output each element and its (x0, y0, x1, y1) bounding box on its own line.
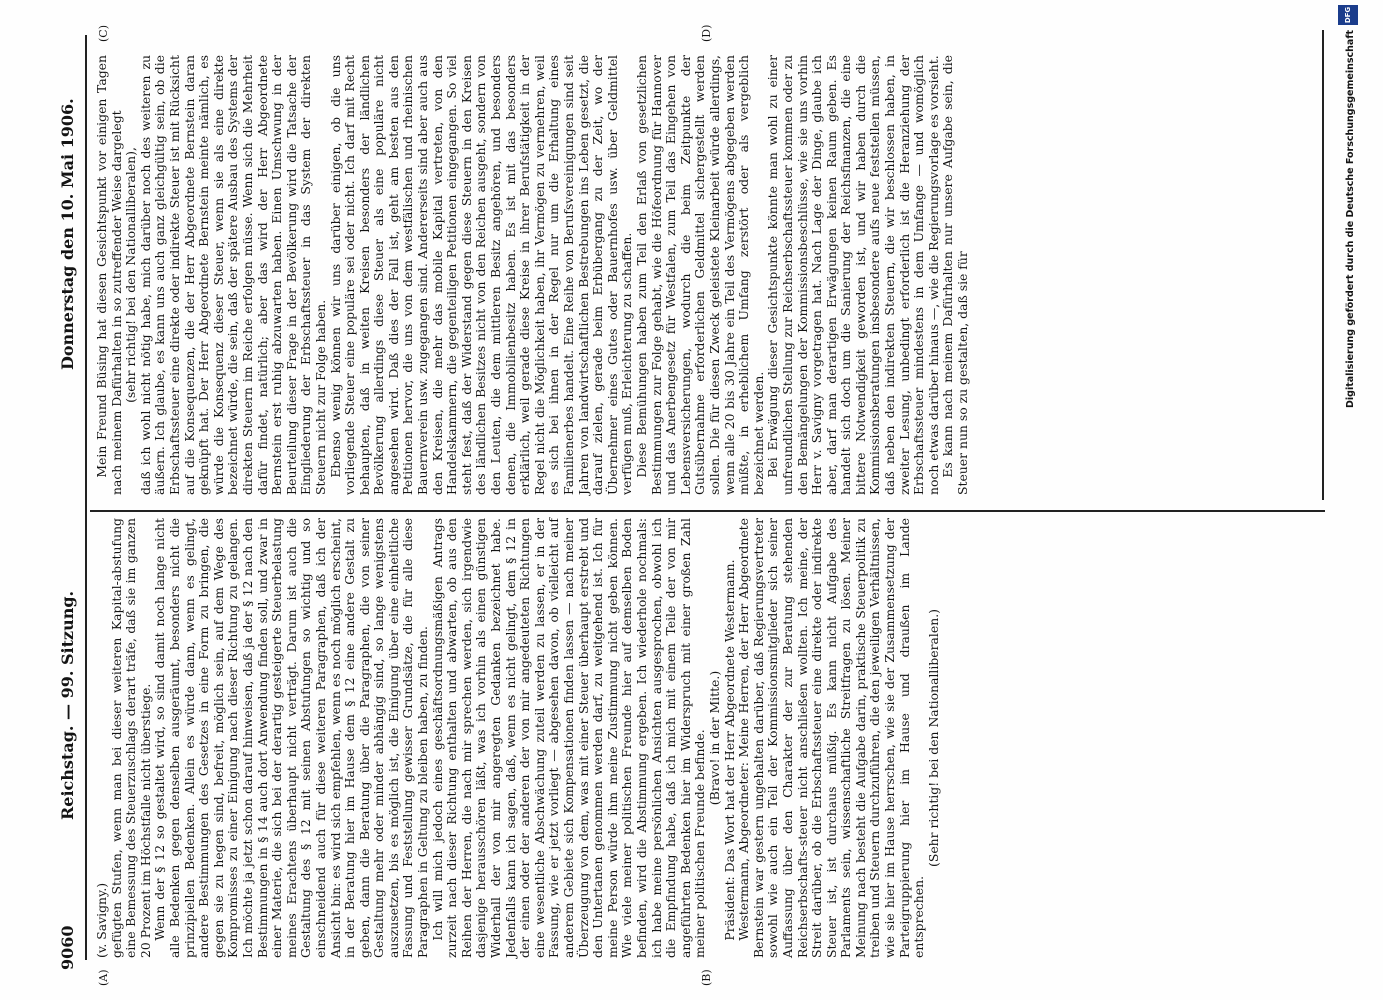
paragraph: daß ich wohl nicht nötig habe, mich darüber noch des weiteren zu äußern. Ich glaube, es kann uns auch ganz gleichgültig sein, ob die Erbschaftssteuer eine direkte oder indirekte Steuer ist mit Rücksicht auf die Konsequenzen, die der Herr Abgeordnete Bernstein daran geknüpft hat. Der Herr Abgeordnete Bernstein meinte nämlich, es würde die Konsequenz dieser Steuer, wenn sie als eine direkte bezeichnet würde, die sein, daß der spätere Ausbau des Systems der direkten Steuern im Reiche erfolgen müsse. Wenn sich die Mehrheit dafür findet, natürlich; aber das wird der Herr Abgeordnete Bernstein erst ruhig abzuwarten haben. Einen Umschwung in der Beurteilung dieser Frage in der Bevölkerung wird die Tatsache der Eingliederung der Erbschaftssteuer in das System der direkten Steuern nicht zur Folge haben. (137, 55, 328, 495)
dfg-logo: DFG (1338, 5, 1358, 25)
interjection: (Bravo! in der Mitte.) (706, 670, 722, 806)
paragraph: Bei Erwägung dieser Gesichtspunkte könnte man wohl zu einer unfreundlichen Stellung zur Reichserbschaftssteuer kommen oder zu den Bemängelungen der Kommissionsbeschlüsse, wie sie uns vorhin Herr v. Savigny vorgetragen hat. Nach Lage der Dinge, glaube ich aber, darf man derartigen Erwägungen keinen Raum geben. Es handelt sich doch um die Sanierung der Reichsfinanzen, die eine bittere Notwendigkeit geworden ist, und wir haben durch die Kommissionsberatungen insbesondere aufs neue feststellen müssen, daß neben den indirekten Steuern, die wir beschlossen haben, in zweiter Lesung, unbedingt erforderlich ist die Heranziehung der Erbschaftssteuer mindestens in dem Umfange — und womöglich noch etwas darüber hinaus —, wie die Regierungsvorlage es vorsieht. (765, 55, 941, 495)
speaker-tag: (v. Savigny.) (94, 882, 109, 958)
page-number: 9060 (58, 925, 77, 970)
president-statement: Präsident: Das Wort hat der Herr Abgeordnete Westermann. (721, 559, 737, 941)
margin-marker-a: (A) (97, 969, 110, 986)
digitization-credit: Digitalisierung gefördert durch die Deutsche Forschungsgemeinschaft (1345, 30, 1356, 408)
left-column (95, 518, 941, 958)
margin-marker-d: (D) (700, 24, 713, 42)
paragraph: Mein Freund Büsing hat diesen Gesichtspunkt vor einigen Tagen nach meinem Dafürhalten in so zutreffender Weise dargelegt (94, 55, 124, 495)
paragraph: Diese Bemühungen haben zum Teil den Erlaß von gesetzlichen Bestimmungen zur Folge gehabt, wie die Höfeordnung für Hannover und das Anerbengesetz für Westfalen, zum Teil das Eingehen von Lebensversicherungen, wodurch die beim Zeitpunkte der Gutsübernahme erforderlichen Geldmittel sichergestellt werden sollen. Die für diesen Zweck geleistete Kleinarbeit würde allerdings, wenn alle 20 bis 30 Jahre ein Teil des Vermögens abgegeben werden müßte, in erheblichem Umfang zerstört oder als vergeblich bezeichnet werden. (633, 55, 766, 495)
interjection: (Sehr richtig! bei den Nationalliberalen.) (925, 609, 941, 867)
interjection: (sehr richtig! bei den Nationalliberalen), (123, 147, 139, 403)
session-date: Donnerstag den 10. Mai 1906. (58, 98, 77, 370)
speech-westermann: Westermann, Abgeordneter: Meine Herren, der Herr Abgeordnete Bernstein war gestern ungehalten darüber, daß Regierungsvertreter sowohl wie auch ein Teil der Kommissionsmitglieder sich seiner Auffassung über den Charakter der zur Beratung stehenden Reichserbschafts-steuer nicht anschließen wollten. Ich meine, der Streit darüber, ob die Erbschaftssteuer eine direkte oder indirekte Steuer ist, ist durchaus müßig. Es kann nicht Aufgabe des Parlaments sein, wissenschaftliche Streitfragen zu lösen. Meiner Meinung nach besteht die Aufgabe darin, praktische Steuerpolitik zu treiben und Steuern durchzuführen, die den jeweiligen Verhältnissen, wie sie hier im Hause herrschen, wie sie der Zusammensetzung der Parteigruppierung hier im Hause und draußen im Lande entsprechen. (736, 518, 927, 958)
margin-marker-c: (C) (97, 25, 110, 42)
session-title: Reichstag. — 99. Sitzung. (58, 590, 77, 820)
paragraph: Es kann nach meinem Dafürhalten nur unsere Aufgabe sein, die Steuer nun so zu gestalten, daß sie für (940, 55, 971, 495)
paragraph: gefügten Stufen, wenn man bei dieser weiteren Kapital-abstufung eine Bemessung des Steuerzuschlags derart träfe, daß sie im ganzen 20 Prozent im Höchstfalle nicht überstiege. (108, 518, 153, 958)
column-divider (90, 510, 1325, 512)
header-rule (85, 35, 87, 960)
margin-marker-b: (B) (700, 969, 713, 986)
paragraph: Ich will mich jedoch eines geschäftsordnungsmäßigen Antrags zurzeit nach dieser Richtung enthalten und abwarten, ob aus den Reihen der Herren, die nach mir sprechen werden, sich irgendwie dasjenige herausschören läßt, was ich vorhin als einen günstigen Widerhall der von mir angeregten Gedanken bezeichnet habe. Jedenfalls kann ich sagen, daß, wenn es nicht gelingt, dem § 12 in der einen oder der anderen der von mir angedeuteten Richtungen eine wesentliche Abschwächung zuteil werden zu lassen, er in der Fassung, wie er jetzt vorliegt — abgesehen davon, ob vielleicht auf anderem Gebiete sich Kompensationen finden lassen — nach meiner Überzeugung von dem, was mit einer Steuer überhaupt erstrebt und den Untertanen genommen werden darf, zu weitgehend ist. Ich für meine Person würde ihm meine Zustimmung nicht geben können. Wie viele meiner politischen Freunde hier auf demselben Boden befinden, wird die Abstimmung ergeben. Ich wiederhole nochmals: ich habe meine persönlichen Ansichten ausgesprochen, obwohl ich die Empfindung habe, daß ich mich mit einem Teile der von mir angeführten Bedenken hier im Widerspruch mit einer großen Zahl meiner politischen Freunde befinde. (429, 518, 708, 958)
page-header (52, 30, 82, 970)
paragraph: Ebenso wenig können wir uns darüber einigen, ob die uns vorliegende Steuer eine populäre sei oder nicht. Ich darf mit Recht behaupten, daß in weiten Kreisen besonders der ländlichen Bevölkerung allerdings diese Steuer als eine populäre nicht angesehen wird. Daß dies der Fall ist, geht am besten aus den Petitionen hervor, die uns von dem westfälischen und rheinischen Bauernverein usw. zugegangen sind. Andererseits sind aber auch aus den Kreisen, die mehr das mobile Kapital vertreten, von den Handelskammern, die gegenteiligen Petitionen eingegangen. So viel steht fest, daß der Widerstand gegen diese Steuern in den Kreisen des ländlichen Besitzes nicht von den Reichen ausgeht, sondern von den Leuten, die dem mittleren Besitz angehören, und besonders denen, die Immobilienbesitz haben. Es ist mit das besonders erklärlich, weil gerade diese Kreise in ihrer Berufstätigkeit in der Regel nicht die Möglichkeit haben, ihr Vermögen zu vermehren, weil es sich bei ihnen in der Regel nur um die Erhaltung eines Familienerbes handelt. Eine Reihe von Berufsvereinigungen sind seit Jahren von landwirtschaftlichen Bestrebungen ins Leben gesetzt, die darauf zielen, gerade beim Erbübergang zu der Zeit, wo der Übernehmer eines Gutes oder Bauernhofes usw. über Geldmittel verfügen muß, Erleichterung zu schaffen. (327, 55, 635, 495)
right-column (95, 55, 971, 495)
paragraph: Wenn der § 12 so gestaltet wird, so sind damit noch lange nicht alle Bedenken gegen denselben ausgeräumt, besonders nicht die prinzipiellen Bedenken. Allein es würde dann, wenn es gelingt, andere Bestimmungen des Gesetzes in eine Form zu bringen, die gegen sie zu hegen sind, befreit, möglich sein, auf dem Wege des Kompromisses zu einer Einigung nach dieser Richtung zu gelangen. Ich möchte ja jetzt schon darauf hinweisen, daß ja der § 12 nach den Bestimmungen in § 14 auch dort Anwendung finden soll, und zwar in einer Materie, die sich bei der derartig gesteigerte Steuerbelastung meines Erachtens überhaupt nicht verträgt. Darum ist auch die Gestaltung des § 12 mit seinen Abstufungen so wichtig und so einschneidend auch für diese weiteren Paragraphen, daß ich der Ansicht bin: es wird sich empfehlen, wenn es noch möglich erscheint, in der Beratung hier im Hause dem § 12 eine andere Gestalt zu geben, dann die Beratung über die Paragraphen, die von seiner Gestaltung mehr oder minder abhängig sind, so lange wenigstens auszusetzen, bis es möglich ist, die Einigung über eine einheitliche Fassung und Feststellung gewisser Grundsätze, die für alle diese Paragraphen in Geltung zu bleiben haben, zu finden. (152, 518, 431, 958)
bottom-rule (1322, 30, 1324, 500)
